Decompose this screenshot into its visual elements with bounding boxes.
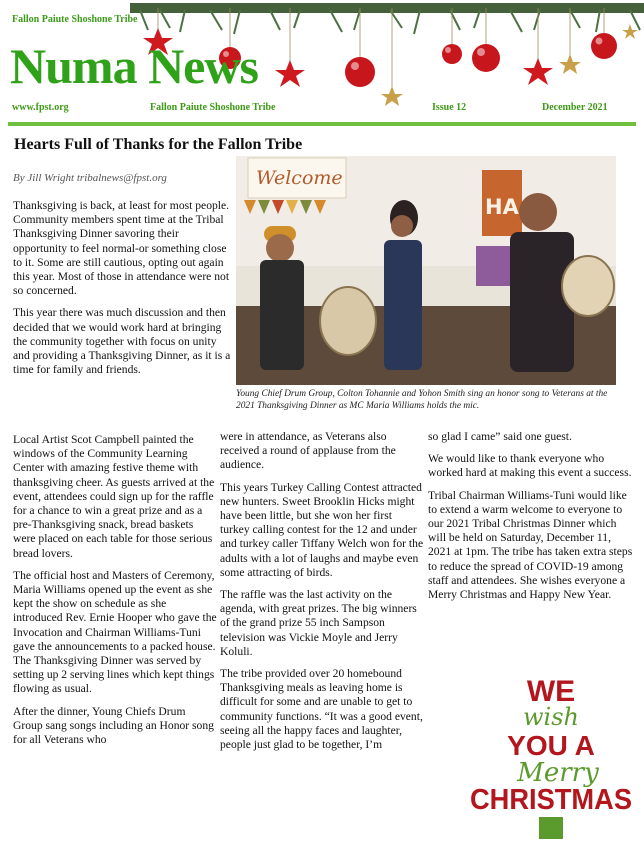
paragraph: were in attendance, as Veterans also received a round of applause from the audience.: [220, 430, 396, 472]
issue-date: December 2021: [542, 102, 608, 113]
merry-christmas-graphic: [466, 667, 636, 847]
paragraph: This year there was much discussion and then decided that we would work hard at bringing the community together with focus on unity and providing a Thanksgiving Dinner, as it is a time for family and friends.: [13, 306, 231, 377]
paragraph: This years Turkey Calling Contest attracted new hunters. Sweet Brooklin Hicks might have been little, but she won her first turkey calling contest for the 12 and under and turkey caller Tiffany Welch won for the adults with a lot of laughs and maybe even some attracting of birds.: [220, 480, 424, 579]
greeting-we: WE: [526, 675, 576, 708]
paragraph: The official host and Masters of Ceremony, Maria Williams opened up the event as she kept the show on schedule as she introduced Rev. Ernie Hooper who gave the Invocation and Chairman Williams-Tuni gave the announcements to a packed house. The Thanksgiving Dinner was served by setting up 2 serving lines which kept things flowing as usual.: [13, 568, 217, 696]
masthead-tribe-name: Fallon Paiute Shoshone Tribe: [150, 102, 276, 113]
event-photo: [236, 156, 616, 385]
website-link[interactable]: www.fpst.org: [12, 102, 69, 113]
article-headline: Hearts Full of Thanks for the Fallon Tribe: [14, 136, 303, 153]
paragraph: Thanksgiving is back, at least for most people. Community members spent time at the Tribal Thanksgiving Dinner savoring their opportunity to feel normal-or something close to it. Some are still cautious, opting out again this year. Most of those in attendance were not so concerned.: [13, 199, 230, 298]
paragraph: The tribe provided over 20 homebound Thanksgiving meals as leaving home is difficult for some and are unable to get to community functions. “It was a good event, seeing all the happy faces and laughter, people just glad to be together, I’m: [220, 667, 423, 752]
article-column-1: [13, 199, 231, 385]
article-column-3: [428, 430, 634, 610]
paragraph: Local Artist Scot Campbell painted the windows of the Community Learning Center with amazing festive theme with thanksgiving cheer. As guests arrived at the event, attendees could sign up for the raffle for a chance to win a great prize and as a pre-Thanksgiving snack, bread baskets were placed on each table for those serious bread lovers.: [13, 433, 215, 560]
paragraph: We would like to thank everyone who worked hard at making this event a success.: [428, 452, 632, 480]
newsletter-title: Numa News: [10, 38, 258, 94]
masthead: [0, 0, 644, 130]
greeting-christmas: CHRISTMAS: [470, 784, 632, 816]
drum-group-photo-illustration: [236, 156, 616, 385]
paragraph: so glad I came” said one guest.: [428, 430, 572, 443]
welcome-sign: Welcome: [256, 167, 343, 189]
paragraph: Tribal Chairman Williams-Tuni would like to extend a warm welcome to everyone to our 2021 Tribal Christmas Dinner which will be held on Saturday, December 11, 2021 at 1pm. The tribe has taken extra steps to reduce the spread of COVID-19 among staff and attendees. She wishes everyone a Merry Christmas and Happy New Year.: [428, 488, 633, 602]
greeting-merry: Merry: [517, 758, 599, 788]
article-column-2: [220, 430, 424, 760]
tree-trunk: [539, 817, 563, 839]
article-byline: By Jill Wright tribalnews@fpst.org: [13, 172, 167, 184]
greeting-wish: wish: [523, 703, 579, 731]
photo-caption: Young Chief Drum Group, Colton Tohannie and Yohon Smith sing an honor song to Veterans at the 2021 Thanksgiving Dinner as MC Maria Williams holds the mic.: [236, 389, 608, 411]
masthead-tribe-label: Fallon Paiute Shoshone Tribe: [12, 14, 138, 25]
masthead-divider: [8, 122, 636, 126]
issue-number: Issue 12: [432, 102, 467, 113]
paragraph: The raffle was the last activity on the agenda, with great prizes. The big winners of the grand prize 55 inch Sampson television was Vickie Moyle and Jerry Koluli.: [220, 588, 417, 658]
side-sign-text: HA: [485, 195, 519, 219]
article-column-1-lower: [13, 433, 217, 755]
paragraph: After the dinner, Young Chiefs Drum Group sang songs including an Honor song for all Veterans who: [13, 704, 214, 747]
greeting-you-a: YOU A: [507, 730, 595, 761]
